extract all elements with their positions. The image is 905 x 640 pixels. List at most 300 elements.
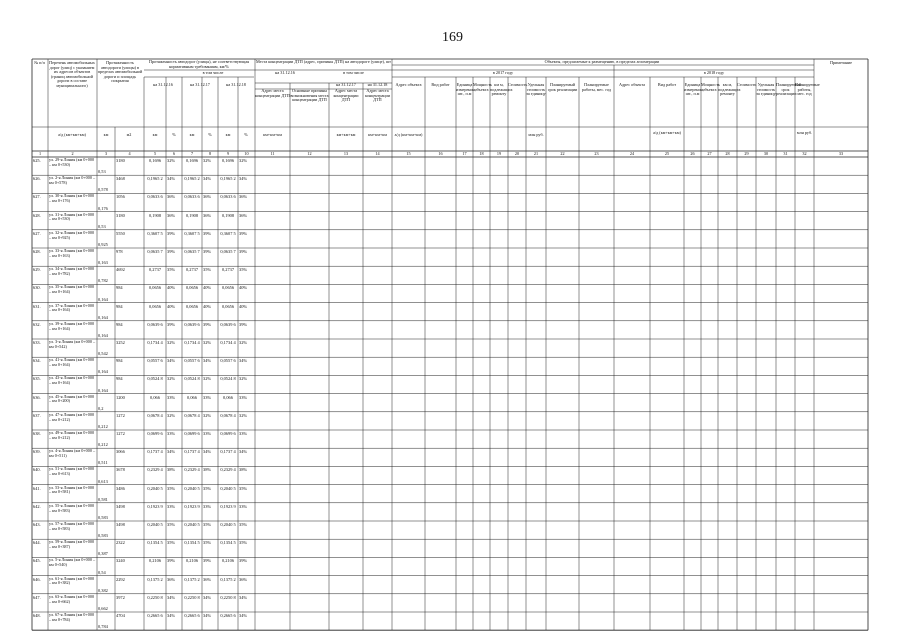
row-number: 641. — [33, 485, 41, 491]
header-d3: на 31.12.18 — [226, 82, 246, 87]
bad-pct-2017: 39% — [203, 558, 212, 564]
bad-km-2018: 0,3607 5 — [220, 230, 236, 236]
column-number: 33 — [838, 150, 844, 156]
bad-pct-2018: 34% — [239, 449, 248, 455]
road-name: ул. 29-я Линия (км 0+000 – км 0+530) — [49, 157, 95, 167]
bad-pct-2017: 33% — [203, 503, 212, 509]
bad-pct-2016: 36% — [167, 194, 176, 200]
bad-km-2017: 0,1737 4 — [184, 449, 200, 455]
bad-pct-2016: 36% — [167, 212, 176, 218]
column-number: 25 — [664, 150, 670, 156]
bad-pct-2018: 32% — [239, 376, 248, 382]
road-area: 3252 — [116, 340, 125, 345]
header-note: Примечание — [829, 60, 853, 65]
bad-pct-2017: 40% — [203, 303, 212, 309]
row-number: 634. — [33, 358, 41, 364]
row-number: 626. — [33, 176, 41, 182]
row-number: 629. — [33, 267, 41, 273]
road-area: 984 — [116, 321, 123, 327]
header-o-type-17: Вид работ — [431, 82, 450, 87]
column-number: 15 — [406, 150, 411, 156]
road-length: 0,387 — [98, 551, 108, 557]
bad-pct-2018: 33% — [239, 394, 248, 400]
column-number: 22 — [560, 150, 565, 156]
road-length: 0,662 — [98, 606, 108, 611]
bad-km-2016: 0,2250 8 — [147, 594, 163, 600]
road-area: 1200 — [116, 394, 125, 400]
bad-pct-2017: 35% — [203, 540, 212, 546]
row-number: 628. — [33, 249, 41, 254]
unit-v2: км — [189, 132, 195, 137]
road-length: 0,782 — [98, 278, 108, 284]
bad-km-2018: 0,0557 6 — [220, 358, 236, 364]
road-length: 0,212 — [98, 424, 108, 429]
bad-pct-2018: 36% — [239, 576, 248, 582]
road-name: ул. 30-я Линия (км 0+000 – км 0+176) — [49, 193, 95, 204]
bad-km-2016: 0,2040 5 — [147, 485, 163, 491]
bad-km-2018: 0,0639 6 — [220, 321, 236, 327]
bad-pct-2016: 39% — [167, 249, 176, 254]
bad-km-2017: 0,1908 — [185, 212, 199, 218]
bad-pct-2016: 39% — [167, 321, 176, 327]
bad-pct-2017: 33% — [203, 394, 212, 400]
bad-pct-2016: 33% — [167, 394, 176, 400]
bad-km-2018: 0,1923 9 — [220, 503, 236, 509]
header-f-addr2: Адрес места концентрации ДТП — [333, 88, 359, 103]
road-area: 3468 — [116, 176, 125, 182]
road-length: 0,613 — [98, 478, 108, 484]
header-focus: Места концентрации ДТП (адрес, причины ДТП) на автодороге (улице), шт — [255, 59, 392, 64]
header-o-repair-17: км м, подлежащих ремонту — [490, 82, 513, 97]
column-number: 31 — [783, 150, 788, 156]
bad-pct-2018: 36% — [239, 212, 248, 218]
row-number: 630. — [33, 285, 41, 291]
road-area: 984 — [116, 285, 123, 291]
bad-km-2018: 0,0699 6 — [220, 431, 236, 436]
road-length: 0,583 — [98, 533, 108, 539]
header-o-plan-17: Планируемый срок реализации — [547, 82, 578, 92]
bad-km-2016: 0,1923 9 — [147, 503, 163, 509]
bad-km-2017: 0,2737 — [185, 267, 199, 273]
bad-pct-2016: 32% — [167, 158, 176, 163]
column-number: 12 — [307, 150, 312, 156]
road-area: 984 — [116, 303, 123, 309]
header-d2: на 31.12.17 — [190, 82, 210, 87]
header-num: № п/п — [34, 60, 45, 65]
column-number: 4 — [128, 150, 131, 156]
bad-km-2016: 0,0699 6 — [147, 431, 163, 436]
bad-pct-2017: 34% — [203, 613, 212, 618]
column-number: 28 — [725, 150, 730, 156]
road-name: ул. 5-я Линия (км 0+000 – км 0+540) — [49, 557, 96, 568]
column-number: 27 — [707, 150, 712, 156]
unit-focus-addr3: км+км+км — [368, 132, 387, 137]
road-name: ул. 67-я Линия (км 0+000 – км 0+784) — [49, 612, 95, 622]
bad-pct-2018: 39% — [239, 558, 248, 564]
road-name: ул. 32-я Линия (км 0+000 – км 0+925) — [49, 229, 95, 240]
row-number: 632. — [33, 321, 41, 327]
bad-km-2016: 0,2106 — [148, 558, 162, 564]
bad-km-2018: 0,0656 — [221, 303, 235, 309]
header-o-addr-18: Адрес объекта — [619, 82, 645, 87]
row-number: 643. — [33, 522, 41, 527]
bad-pct-2018: 38% — [239, 467, 248, 473]
road-length: 0,53 — [98, 169, 106, 175]
bad-km-2017: 0,0656 — [185, 303, 199, 309]
bad-pct-2018: 35% — [239, 267, 248, 273]
road-area: 3498 — [116, 522, 125, 527]
road-name: ул. 43-я Линия (км 0+000 – км 0+164) — [49, 375, 95, 386]
bad-km-2017: 0,2250 8 — [184, 594, 200, 600]
road-length: 0,2 — [98, 405, 104, 411]
bad-km-2016: 0,0635 7 — [147, 249, 163, 254]
row-number: 645. — [33, 558, 41, 564]
header-y2017: в 2017 году — [492, 70, 514, 75]
road-name: ул. 41-я Линия (км 0+000 – км 0+164) — [49, 357, 95, 367]
header-o-works-17: Планируемые работы, мес. год — [581, 82, 612, 92]
road-length: 0,382 — [98, 587, 108, 593]
bad-km-2018: 0,2665 6 — [220, 613, 236, 618]
header-road-name: Перечень автомобильных дорог (улиц) с указанием их адресов объектов (границ автомобильной дороги в составе муниципального) — [49, 60, 95, 88]
road-area: 2292 — [116, 576, 125, 582]
road-name: ул. 53-я Линия (км 0+000 – км 0+581) — [49, 484, 95, 495]
bad-km-2017: 0,1354 5 — [184, 540, 200, 546]
bad-km-2016: 0,0524 8 — [147, 376, 163, 382]
bad-km-2017: 0,0524 8 — [184, 376, 200, 382]
bad-pct-2018: 33% — [239, 431, 248, 436]
bad-km-2017: 0,2329 4 — [184, 467, 200, 473]
road-length: 0,53 — [98, 223, 106, 229]
bad-pct-2018: 40% — [239, 285, 248, 291]
bad-km-2016: 0,2737 — [148, 267, 162, 273]
bad-km-2017: 0,0639 6 — [184, 321, 200, 327]
header-o-power-17: Мощность объекта — [473, 82, 492, 92]
road-area: 984 — [116, 376, 123, 382]
road-length: 0,54 — [98, 569, 106, 575]
bad-pct-2017: 40% — [203, 285, 212, 291]
bad-pct-2018: 32% — [239, 158, 248, 163]
row-number: 640. — [33, 467, 41, 473]
header-o-cost-17: Стоимость — [508, 82, 528, 87]
header-length: Протяженность автодороги (улицы) в пределах автомобильной дороги и площадь покрытия — [97, 60, 143, 84]
bad-pct-2016: 34% — [167, 613, 176, 618]
row-number: 637. — [33, 412, 41, 418]
row-number: 635. — [33, 376, 41, 382]
bad-km-2017: 0,0678 4 — [184, 412, 200, 418]
road-area: 5550 — [116, 230, 125, 236]
row-number: 638. — [33, 431, 41, 436]
header-d1: на 31.12.16 — [153, 82, 173, 87]
header-f-addr3: Адрес места концентрации ДТП — [364, 88, 391, 103]
road-area: 1272 — [116, 412, 125, 418]
bad-km-2018: 0,1354 5 — [220, 540, 236, 546]
column-number: 5 — [153, 150, 157, 156]
bad-pct-2016: 40% — [167, 285, 176, 291]
bad-pct-2018: 39% — [239, 230, 248, 236]
bad-km-2018: 0,1737 4 — [220, 449, 236, 455]
bad-pct-2016: 35% — [167, 267, 176, 273]
road-name: ул. 3-я Линия (км 0+000 – км 0+542) — [49, 339, 96, 349]
header-o-cost-18: Стоимость — [737, 82, 757, 87]
column-number: 24 — [629, 150, 635, 156]
row-number: 642. — [33, 503, 41, 509]
road-area: 3180 — [116, 212, 125, 218]
column-number: 11 — [270, 150, 275, 156]
bad-pct-2017: 34% — [203, 358, 212, 364]
road-area: 3498 — [116, 503, 125, 509]
road-name: ул. 39-я Линия (км 0+000 – км 0+164) — [49, 320, 95, 331]
row-number: 648. — [33, 613, 41, 618]
bad-km-2017: 0,2040 5 — [184, 522, 200, 527]
column-number: 6 — [172, 150, 176, 156]
bad-pct-2017: 35% — [203, 522, 212, 527]
bad-km-2016: 0,2040 5 — [147, 522, 163, 527]
bad-km-2017: 0,1696 — [185, 158, 199, 163]
header-focus-d3: на 31.12.18 — [367, 82, 388, 87]
road-area: 3486 — [116, 485, 125, 491]
bad-km-2018: 0,2040 5 — [220, 485, 236, 491]
column-number: 16 — [438, 150, 443, 156]
bad-pct-2017: 39% — [203, 321, 212, 327]
bad-pct-2017: 39% — [203, 230, 212, 236]
road-area: 2322 — [116, 540, 125, 546]
road-name: ул. 37-я Линия (км 0+000 – км 0+164) — [49, 302, 95, 313]
bad-km-2017: 0,0656 — [185, 285, 199, 291]
bad-pct-2016: 35% — [167, 540, 176, 546]
road-name: ул. 31-я Линия (км 0+000 – км 0+530) — [49, 211, 95, 222]
bad-km-2017: 0,0633 6 — [184, 194, 200, 200]
row-number: 627. — [33, 230, 41, 236]
bad-pct-2018: 32% — [239, 412, 248, 418]
bad-km-2017: 0,2665 6 — [184, 613, 200, 618]
road-length: 0,176 — [98, 205, 108, 211]
road-length: 0,542 — [98, 351, 108, 357]
road-length: 0,578 — [98, 187, 108, 193]
row-number: 633. — [33, 340, 41, 345]
column-number: 2 — [71, 150, 74, 156]
bad-pct-2016: 35% — [167, 522, 176, 527]
bad-pct-2016: 34% — [167, 449, 176, 455]
bad-pct-2018: 35% — [239, 540, 248, 546]
road-area: 4692 — [116, 267, 125, 273]
bad-km-2016: 0,066 — [150, 394, 160, 400]
bad-pct-2018: 34% — [239, 594, 248, 600]
bad-pct-2017: 32% — [203, 340, 212, 345]
bad-pct-2017: 39% — [203, 249, 212, 254]
bad-km-2018: 0,2737 — [221, 267, 235, 273]
road-name: ул. 51-я Линия (км 0+000 – км 0+613) — [49, 466, 95, 477]
unit-p2: % — [208, 132, 212, 137]
bad-km-2016: 0,3607 5 — [147, 230, 163, 236]
bad-pct-2017: 35% — [203, 267, 212, 273]
bad-km-2018: 0,0678 4 — [220, 412, 236, 418]
unit-focus-addr2: км+км+км — [336, 132, 356, 137]
bad-pct-2018: 40% — [239, 303, 248, 309]
header-condition: Протяженность автодорог (улицы), не соответствующая нормативным требованиям, км/% — [148, 59, 250, 69]
unit-p1: % — [172, 132, 176, 137]
bad-km-2016: 0,0656 — [148, 303, 162, 309]
header-focus-incl: в том числе — [343, 70, 364, 75]
road-area: 984 — [116, 358, 123, 364]
header-o-works-18: Планируемые работы, мес. год — [795, 82, 820, 97]
header-incl: в том числе — [202, 70, 224, 75]
road-area: 3180 — [116, 158, 125, 163]
unit-obj-addr-18: а/д (км+км+км) — [653, 130, 681, 135]
bad-pct-2018: 34% — [239, 176, 248, 182]
bad-pct-2018: 32% — [239, 340, 248, 345]
bad-pct-2017: 32% — [203, 376, 212, 382]
column-number: 23 — [594, 150, 599, 156]
bad-km-2016: 0,0633 6 — [147, 194, 163, 200]
column-number: 14 — [375, 150, 380, 156]
bad-km-2017: 0,1375 2 — [184, 576, 200, 582]
road-name: ул. 34-я Линия (км 0+000 – км 0+782) — [49, 266, 95, 276]
bad-pct-2017: 38% — [203, 467, 212, 473]
bad-pct-2017: 34% — [203, 594, 212, 600]
bad-km-2017: 0,1965 2 — [184, 176, 200, 182]
row-number: 628. — [33, 212, 41, 218]
column-number: 3 — [104, 150, 108, 156]
unit-len: км — [103, 132, 109, 137]
bad-km-2018: 0,2329 4 — [220, 467, 236, 473]
road-name: ул. 49-я Линия (км 0+000 – км 0+212) — [49, 430, 95, 440]
column-number: 21 — [533, 150, 539, 156]
unit-v3: км — [225, 132, 231, 137]
bad-km-2018: 0,1965 2 — [220, 176, 236, 182]
bad-pct-2016: 38% — [167, 467, 176, 473]
bad-pct-2016: 39% — [167, 230, 176, 236]
row-number: 644. — [33, 540, 41, 546]
column-number: 18 — [479, 150, 484, 156]
road-name: ул. 55-я Линия (км 0+000 – км 0+583) — [49, 502, 95, 513]
bad-km-2016: 0,1908 — [148, 212, 162, 218]
bad-pct-2017: 34% — [203, 176, 212, 182]
bad-pct-2016: 35% — [167, 485, 176, 491]
bad-km-2018: 0,0656 — [221, 285, 235, 291]
bad-pct-2017: 36% — [203, 212, 212, 218]
road-area: 3678 — [116, 467, 125, 473]
road-name: ул. 4-я Линия (км 0+000 – км 0+511) — [49, 448, 96, 458]
unit-v1: км — [152, 132, 158, 137]
bad-pct-2018: 35% — [239, 522, 248, 527]
bad-km-2017: 0,1734 4 — [184, 340, 200, 345]
bad-km-2016: 0,2665 6 — [147, 613, 163, 618]
bad-km-2016: 0,1354 5 — [147, 540, 163, 546]
bad-km-2017: 0,0635 7 — [184, 249, 200, 254]
road-area: 4704 — [116, 613, 125, 618]
bad-pct-2016: 32% — [167, 376, 176, 382]
bad-km-2018: 0,066 — [223, 394, 233, 400]
bad-km-2016: 0,1734 4 — [147, 340, 163, 345]
bad-km-2017: 0,2040 5 — [184, 485, 200, 491]
road-area: 978 — [116, 249, 123, 254]
road-name: ул. 35-я Линия (км 0+000 – км 0+164) — [49, 284, 95, 295]
column-number: 26 — [690, 150, 695, 156]
header-o-addr-17: Адрес объекта — [395, 82, 422, 87]
road-length: 0,581 — [98, 496, 108, 502]
unit-p3: % — [244, 132, 248, 137]
road-length: 0,511 — [98, 460, 108, 466]
road-length: 0,164 — [98, 387, 108, 393]
bad-km-2016: 0,2329 4 — [147, 467, 163, 473]
header-y2018: в 2018 году — [703, 70, 725, 75]
bad-pct-2016: 36% — [167, 576, 176, 582]
page-number: 169 — [442, 30, 463, 45]
road-name: ул. 61-я Линия (км 0+000 – км 0+382) — [49, 575, 95, 586]
column-number: 20 — [514, 150, 520, 156]
bad-km-2016: 0,0656 — [148, 285, 162, 291]
bad-pct-2018: 34% — [239, 613, 248, 618]
road-area: 3972 — [116, 594, 125, 600]
bad-km-2016: 0,0678 4 — [147, 412, 163, 418]
road-length: 0,164 — [98, 369, 108, 375]
bad-pct-2017: 34% — [203, 449, 212, 455]
bad-pct-2016: 34% — [167, 594, 176, 600]
column-number: 13 — [343, 150, 349, 156]
bad-km-2017: 0,0699 6 — [184, 431, 200, 436]
road-area: 3066 — [116, 449, 125, 455]
bad-pct-2016: 34% — [167, 358, 176, 364]
header-o-unit-18: Единица измерения, шт., п.м — [684, 82, 704, 97]
bad-km-2017: 0,3607 5 — [184, 230, 200, 236]
bad-pct-2016: 32% — [167, 340, 176, 345]
road-name: ул. 57-я Линия (км 0+000 – км 0+583) — [49, 521, 95, 531]
bad-pct-2017: 32% — [203, 412, 212, 418]
bad-pct-2018: 39% — [239, 321, 248, 327]
header-o-ucost-17: Удельная стоимость за единицу — [526, 82, 546, 97]
unit-cost-18: млн руб. — [796, 130, 813, 135]
road-length: 0,163 — [98, 260, 108, 266]
bad-pct-2018: 36% — [239, 194, 248, 200]
header-o-plan-18: Планируемый срок реализации — [776, 82, 802, 97]
road-name: ул. 2-я Линия (км 0+000 – км 0+578) — [49, 175, 96, 185]
header-focus-d2: на 31.12.17 — [336, 82, 356, 87]
column-number: 19 — [496, 150, 502, 156]
header-o-type-18: Вид работ — [657, 82, 677, 87]
bad-pct-2016: 34% — [167, 176, 176, 182]
bad-km-2017: 0,066 — [187, 394, 197, 400]
road-area: 1272 — [116, 431, 125, 436]
bad-km-2018: 0,0633 6 — [220, 194, 236, 200]
bad-pct-2018: 34% — [239, 358, 248, 364]
bad-km-2018: 0,1375 2 — [220, 576, 236, 582]
column-number: 7 — [190, 150, 194, 156]
road-length: 0,925 — [98, 242, 108, 247]
unit-obj-addr-17: а/д (км+км+км) — [394, 132, 423, 137]
row-number: 631. — [33, 303, 41, 309]
unit-focus-addr: км+км+км — [263, 132, 282, 137]
bad-pct-2017: 36% — [203, 576, 212, 582]
road-area: 1056 — [116, 194, 125, 200]
header-f-addr: Адрес места концентрации ДТП — [255, 88, 290, 98]
bad-pct-2016: 33% — [167, 503, 176, 509]
road-length: 0,583 — [98, 515, 108, 520]
header-o-ucost-18: Удельная стоимость за единицу — [756, 82, 776, 97]
column-number: 10 — [244, 150, 249, 156]
road-length: 0,784 — [98, 624, 108, 630]
bad-km-2016: 0,1375 2 — [147, 576, 163, 582]
bad-km-2018: 0,1734 4 — [220, 340, 236, 345]
bad-km-2017: 0,0557 6 — [184, 358, 200, 364]
road-length: 0,164 — [98, 296, 108, 302]
road-name: ул. 45-я Линия (км 0+000 – км 0+200) — [49, 393, 95, 404]
bad-pct-2018: 33% — [239, 503, 248, 509]
road-area: 3240 — [116, 558, 125, 564]
column-number: 30 — [763, 150, 769, 156]
row-number: 639. — [33, 449, 41, 455]
unit-cost-17: млн руб. — [528, 132, 544, 137]
bad-km-2016: 0,1737 4 — [147, 449, 163, 455]
